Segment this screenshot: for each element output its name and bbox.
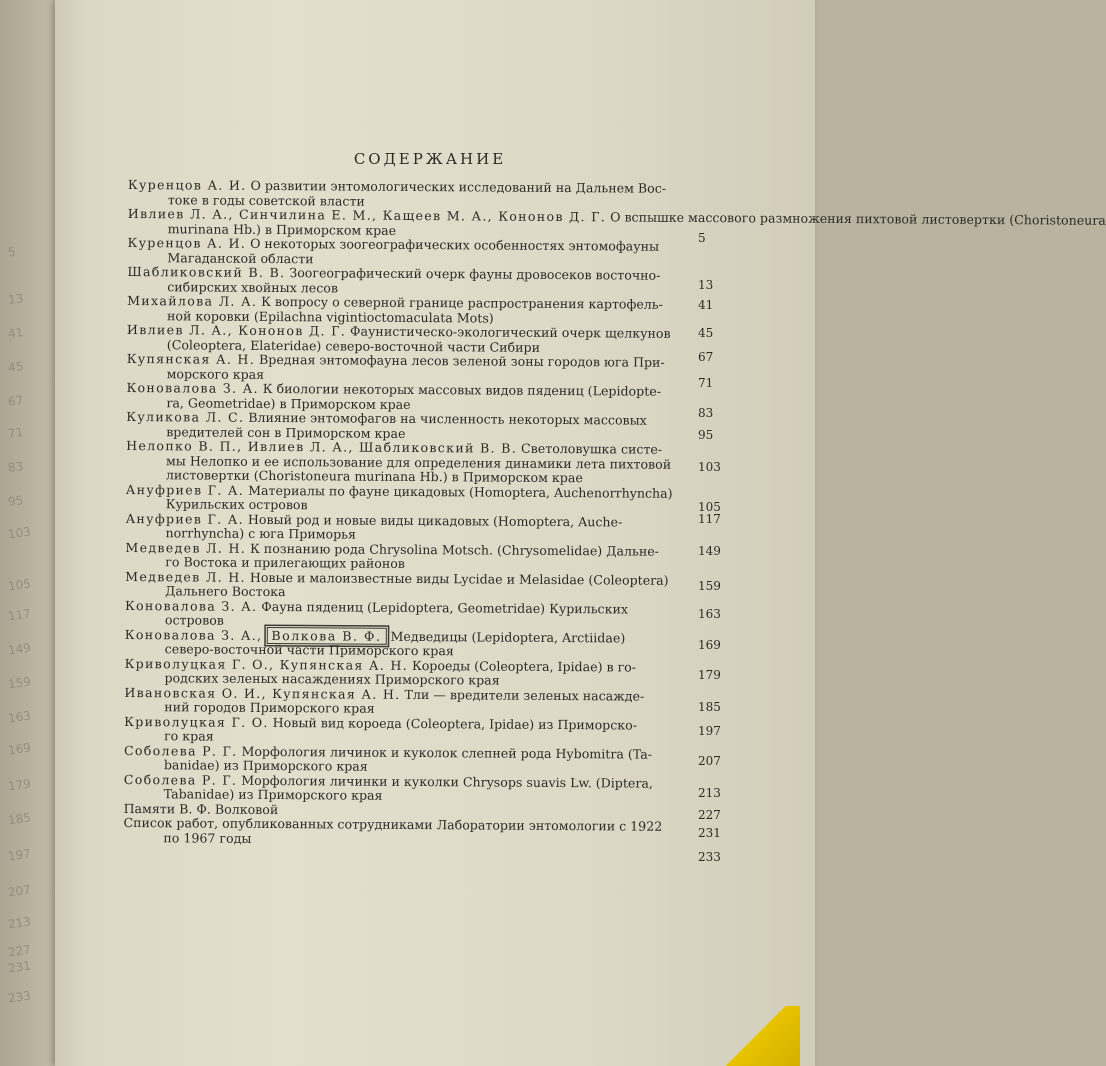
toc-entry-author: Криволуцкая Г. О., Купянская А. Н.	[124, 655, 409, 673]
ghost-number: 197	[7, 846, 32, 864]
toc-page-number: 213	[698, 786, 721, 800]
ghost-number: 117	[7, 606, 32, 624]
ghost-number: 227	[7, 942, 32, 960]
toc-page-number: 117	[698, 512, 721, 526]
toc-entry-title: листовертки (Choristoneura murinana Hb.) в Приморском крае	[165, 467, 583, 486]
toc-entry-title: Список работ, опубликованных сотрудниками Лаборатории энтомологии с 1922	[123, 814, 663, 834]
ghost-number: 41	[7, 325, 25, 341]
ghost-number: 103	[7, 524, 32, 542]
ghost-number: 149	[7, 640, 32, 658]
toc-entry-author: Михайлова Л. А.	[127, 292, 258, 309]
toc-page-number: 159	[698, 579, 721, 593]
toc-page-number: 227	[698, 808, 721, 822]
ghost-number: 207	[7, 882, 32, 900]
ghost-number: 185	[7, 810, 32, 828]
toc-entry-title: Магаданской области	[167, 249, 314, 266]
toc-entry-title: О вспышке массового размножения пихтовой листовертки (Choristoneura	[610, 209, 1106, 228]
toc-entry-title: морского края	[166, 365, 265, 382]
toc-entry-author: Куренцов А. И.	[127, 177, 247, 193]
ghost-number: 213	[7, 914, 32, 932]
toc-entry-author: Нелопко В. П., Ивлиев Л. А., Шабликовский В. В.	[126, 437, 518, 456]
ghost-number: 45	[7, 359, 25, 375]
toc-entry-author: Криволуцкая Г. О.	[124, 713, 269, 730]
toc-page-number: 71	[698, 376, 714, 390]
toc-entry-author: Ануфриев Г. А.	[125, 481, 245, 498]
toc-entry-author: Ивлиев Л. А., Синчилина Е. М., Кащеев М. А., Кононов Д. Г.	[127, 205, 607, 225]
toc-entry-title: norrhyncha) с юга Приморья	[165, 525, 357, 542]
toc-page-number: 207	[698, 754, 721, 768]
toc-entry-title: вредителей сон в Приморском крае	[166, 423, 406, 441]
toc-entry-title: Тли — вредители зеленых насажде-	[404, 686, 645, 704]
toc-entry-title: северо-восточной части Приморского края	[164, 641, 454, 659]
ghost-number: 67	[7, 393, 25, 409]
toc-entry[interactable]	[126, 439, 706, 487]
toc-entry-author: Коновалова З. А.	[124, 597, 258, 614]
toc-entry-title: Tabanidae) из Приморского края	[163, 786, 383, 803]
ghost-number: 5	[7, 244, 17, 260]
toc-page-number: 185	[698, 700, 721, 714]
toc-entry-author: Купянская А. Н.	[126, 350, 256, 367]
toc-entry-title: Короеды (Coleoptera, Ipidae) в го-	[411, 657, 637, 675]
toc-entry-title: го края	[164, 728, 214, 744]
toc-entry-author: Коновалова З. А.	[126, 379, 259, 396]
toc-entry-title: Новый вид короеда (Coleoptera, Ipidae) из Приморско-	[272, 714, 638, 733]
toc-entry-title: Морфология личинок и куколок слепней рода Hybomitra (Ta-	[241, 743, 653, 762]
toc-entry-title: О развитии энтомологических исследований на Дальнем Вос-	[250, 177, 667, 196]
facing-page-edge	[0, 0, 56, 1066]
toc-page-number: 45	[698, 326, 714, 340]
ghost-number: 13	[7, 291, 25, 307]
toc-entry-title: ний городов Приморского края	[164, 699, 375, 716]
ghost-number: 179	[7, 776, 32, 794]
toc-entry-title: К познанию рода Chrysolina Motsch. (Chrysomelidae) Дальне-	[250, 540, 660, 559]
toc-entry-author: Соболева Р. Г.	[123, 742, 238, 759]
ghost-number: 105	[7, 576, 32, 594]
toc-entry-title: токе в годы советской власти	[167, 191, 365, 209]
toc-entry-title: Памяти В. Ф. Волковой	[123, 800, 279, 817]
toc-page-number: 163	[698, 607, 721, 621]
toc-entry-author: Коновалова З. А.,	[124, 626, 263, 643]
toc-entry-author: Медведев Л. Н.	[125, 539, 247, 556]
toc-entry-title: Вредная энтомофауна лесов зеленой зоны городов юга При-	[259, 351, 665, 370]
toc-page-number: 169	[698, 638, 721, 652]
toc-page-number: 41	[698, 298, 714, 312]
toc-entry-author: Медведев Л. Н.	[125, 568, 246, 585]
toc-entry-title: родских зеленых насаждениях Приморского края	[164, 670, 500, 688]
toc-entry-author: Шабликовский В. В.	[127, 263, 286, 281]
toc-entry[interactable]	[123, 816, 703, 849]
toc-entry-title: К биологии некоторых массовых видов пядениц (Lepidopte-	[262, 380, 662, 399]
toc-entry-title: Фаунистическо-экологический очерк щелкунов	[350, 323, 671, 341]
toc-entry-author: Соболева Р. Г.	[123, 771, 238, 788]
ghost-number: 159	[7, 674, 32, 692]
toc-entry-title: Морфология личинки и куколки Chrysops suavis Lw. (Diptera,	[241, 772, 653, 791]
toc-entry-title: Новый род и новые виды цикадовых (Homoptera, Auche-	[247, 511, 623, 529]
ghost-number: 231	[7, 958, 32, 976]
toc-entry-title: (Coleoptera, Elateridae) северо-восточной части Сибири	[166, 336, 541, 355]
toc-entry-title: banidae) из Приморского края	[163, 757, 368, 774]
toc-entry-title: островов	[164, 612, 224, 628]
toc-entry-title: Дальнего Востока	[165, 583, 286, 600]
toc-entry-title: Светоловушка систе-	[521, 440, 663, 457]
yellow-corner	[710, 1006, 800, 1066]
toc-page-number: 231	[698, 826, 721, 840]
toc-entry-title: го Востока и прилегающих районов	[165, 554, 405, 571]
toc-entry-author: Куликова Л. С.	[126, 408, 245, 425]
toc-entry-title: Медведицы (Lepidoptera, Arctiidae)	[390, 628, 626, 645]
toc-page-number: 95	[698, 428, 714, 442]
toc-page-number: 83	[698, 406, 714, 420]
ghost-number: 169	[7, 740, 32, 758]
toc-entry-title: ra, Geometridae) в Приморском крае	[166, 394, 411, 412]
toc-page-number: 197	[698, 724, 721, 738]
page-title: СОДЕРЖАНИЕ	[353, 150, 507, 168]
toc-entry-title: Влияние энтомофагов на численность некоторых массовых	[248, 409, 647, 428]
toc-page-number: 5	[698, 231, 706, 245]
toc-page-number: 67	[698, 350, 714, 364]
toc-page-number: 105	[698, 500, 721, 514]
toc-entry-title: К вопросу о северной границе распространения картофель-	[261, 293, 664, 312]
toc-page-number: 233	[698, 850, 721, 864]
toc-entry-title: сибирских хвойных лесов	[167, 278, 339, 295]
toc-entry-title: Зоогеографический очерк фауны дровосеков восточно-	[289, 265, 661, 283]
ghost-number: 163	[7, 708, 32, 726]
ghost-number: 83	[7, 459, 25, 475]
toc-entry-title: Новые и малоизвестные виды Lycidae и Melasidae (Coleoptera)	[249, 569, 669, 588]
toc-entry-title: Материалы по фауне цикадовых (Homoptera, Auchenorrhyncha)	[248, 482, 673, 501]
highlighted-author-box: Волкова В. Ф.	[266, 626, 386, 644]
toc-entry-title: Курильских островов	[165, 496, 308, 513]
toc-entry-author: Ивановская О. И., Купянская А. Н.	[124, 684, 401, 702]
toc-entry-title: по 1967 годы	[163, 829, 252, 846]
toc-page-number: 13	[698, 278, 714, 292]
toc-entry-title: мы Нелопко и ее использование для определения динамики лета пихтовой	[165, 452, 672, 472]
toc-page-number: 149	[698, 544, 721, 558]
ghost-number: 233	[7, 988, 32, 1006]
toc-entry-author: Куренцов А. И.	[127, 234, 247, 251]
toc-entry-title: О некоторых зоогеографических особенностях энтомофауны	[250, 235, 660, 254]
ghost-number: 71	[7, 425, 25, 441]
toc-entry-title: Фауна пядениц (Lepidoptera, Geometridae) Курильских	[261, 598, 629, 617]
toc-entry-author: Ануфриев Г. А.	[125, 510, 244, 527]
toc-entry-title: ной коровки (Epilachna vigintioctomaculata Mots)	[166, 307, 494, 326]
toc-entry-author: Ивлиев Л. А., Кононов Д. Г.	[126, 321, 347, 339]
toc-page-number: 103	[698, 460, 721, 474]
ghost-number: 95	[7, 493, 25, 509]
toc-page-number: 179	[698, 668, 721, 682]
toc-entry-title: murinana Hb.) в Приморском крае	[167, 220, 397, 238]
